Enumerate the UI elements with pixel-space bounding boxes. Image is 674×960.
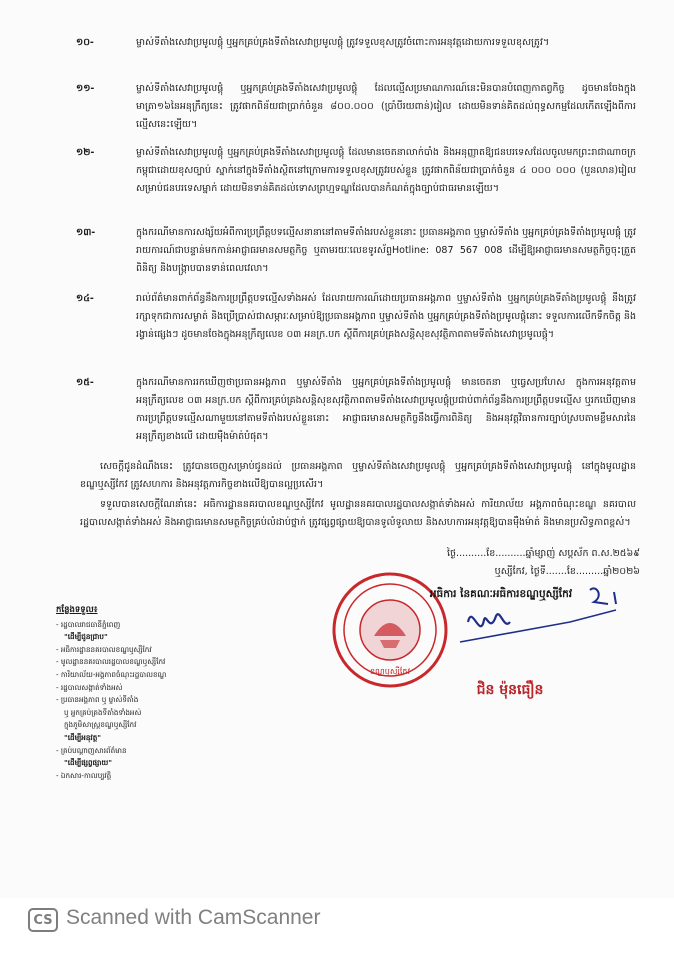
paragraph-number: ១៤- xyxy=(76,293,94,304)
closing-paragraph-1 xyxy=(80,458,636,494)
paragraph-11 xyxy=(76,80,636,134)
paragraph-number: ១២- xyxy=(76,147,95,158)
recipient-item: - មូលដ្ឋាននគរបាលរដ្ឋបាលខណ្ឌឬស្សីកែវ xyxy=(56,657,166,667)
recipients-heading: កន្លែងទទួល៖ xyxy=(56,605,98,615)
paragraph-14 xyxy=(76,290,636,344)
paragraph-text: ម្ចាស់ទីតាំងសេវាប្រមូលផ្តុំ ឬអ្នកគ្រប់គ្រងទីតាំងសេវាប្រមូលផ្តុំ ដែលមានចេតនាលាក់បាំង និងអនុញ្ញាតឱ្យជនបរទេសដែលចូលមកព្រះរាជាណាចក្រកម្ពុជាដោយខុសច្បាប់ ស្នាក់នៅក្នុងទីតាំងស្ថិតនៅក្រោមការទទួលខុសត្រូវរបស់ខ្លួន ត្រូវផាកពិន័យជាប្រាក់ចំនួន ៤ ០០០ ០០០ (បួនលាន)រៀល សម្រាប់ជនបរទេសម្នាក់ ដោយមិនទាន់គិតដល់ទោសព្រហ្មទណ្ឌដែលបានកំណត់ក្នុងច្បាប់ជាធរមានឡើយ។ xyxy=(136,147,636,194)
paragraph-number: ១៥- xyxy=(76,377,94,388)
recipient-item: - គ្រប់បណ្តាញសារព័ត៌មាន xyxy=(56,745,127,755)
camscanner-logo-icon: CS xyxy=(28,908,58,932)
paragraph-text: ក្នុងករណីមានការរកឃើញថាប្រធានអង្គភាព ឬម្ចាស់ទីតាំង ឬអ្នកគ្រប់គ្រងទីតាំងប្រមូលផ្តុំ មានចេតនា ឬធ្វេសប្រហែស ក្នុងការអនុវត្តតាមអនុក្រឹត្យលេខ ០៣ អនក្រ.បក ស្តីពីការគ្រប់គ្រងសន្តិសុខសុវត្ថិភាពតាមទីតាំងសេវាប្រមូលផ្តុំប្រជាប់ពាក់ព័ន្ធនឹងការប្រព្រឹត្តបទល្មើស ឬរកឃើញមានការប្រព្រឹត្តបទល្មើសណាមួយនៅតាមទីតាំងរបស់ខ្លួននោះ អាជ្ញាធរមានសមត្ថកិច្ចនឹងធ្វើការពិនិត្យ និងអនុវត្តវិធានការច្បាប់ស្របតាមខ្លឹមសារនៃអនុក្រឹត្យខាងលើ ដោយម៉ឺងម៉ាត់បំផុត។ xyxy=(136,377,636,442)
recipient-purpose: "ដើម្បីអនុវត្ត" xyxy=(64,732,102,742)
scanner-watermark-text: Scanned with CamScanner xyxy=(66,906,321,929)
recipients-list xyxy=(56,604,206,782)
paragraph-10 xyxy=(76,34,636,52)
paragraph-15 xyxy=(76,374,636,446)
recipient-item: - រដ្ឋបាលសង្កាត់ទាំងអស់ xyxy=(56,682,123,692)
paragraph-text: ក្នុងករណីមានការសង្ស័យអំពីការប្រព្រឹត្តបទល្មើសនានានៅតាមទីតាំងរបស់ខ្លួននោះ ប្រធានអង្គភាព ឬម្ចាស់ទីតាំង ឬអ្នកគ្រប់គ្រងទីតាំងប្រមូលផ្តុំ ត្រូវរាយការណ៍ជាបន្ទាន់មកកាន់អាជ្ញាធរមានសមត្ថកិច្ច ឬតាមរយៈលេខទូរស័ព្ទHotline: 087 567 008 ដើម្បីឱ្យអាជ្ញាធរមានសមត្ថកិច្ចចុះត្រួតពិនិត្យ និងបង្ក្រាបបានទាន់ពេលវេលា។ xyxy=(136,227,636,274)
handwritten-signature xyxy=(420,582,640,672)
paragraph-number: ១០- xyxy=(76,37,94,48)
seal-label: ខណ្ឌឬស្សីកែវ xyxy=(369,667,411,676)
paragraph-text: ម្ចាស់ទីតាំងសេវាប្រមូលផ្តុំ ឬអ្នកគ្រប់គ្រងទីតាំងសេវាប្រមូលផ្តុំ ត្រូវទទួលខុសត្រូវចំពោះការអនុវត្តដោយការទទួលខុសត្រូវ។ xyxy=(136,37,550,48)
paragraph-text: រាល់ព័ត៌មានពាក់ព័ន្ធនឹងការប្រព្រឹត្តបទល្មើសទាំងអស់ ដែលរាយការណ៍ដោយប្រធានអង្គភាព ឬម្ចាស់ទីតាំង ឬអ្នកគ្រប់គ្រងទីតាំងប្រមូលផ្តុំ នឹងត្រូវរក្សាទុកជាការសម្ងាត់ និងប្រើប្រាស់ជាសម្ភារៈសម្រាប់ឱ្យប្រធានអង្គភាព ឬម្ចាស់ទីតាំង ឬអ្នកគ្រប់គ្រងទីតាំងប្រមូលផ្តុំនោះ ទទួលការលើកទឹកចិត្ត និងរង្វាន់ផ្សេងៗ ដូចមានចែងក្នុងអនុក្រឹត្យលេខ ០៣ អនក្រ.បក ស្តីពីការគ្រប់គ្រងសន្តិសុខសុវត្ថិភាពតាមទីតាំងសេវាប្រមូលផ្តុំ។ xyxy=(136,293,636,340)
paragraph-number: ១១- xyxy=(76,83,95,94)
lunar-date: ថ្ងៃ..........ខែ..........ឆ្នាំម្សាញ់ សប្តស័ក ព.ស.២៥៦៩ xyxy=(447,548,640,559)
paragraph-number: ១៣- xyxy=(76,227,96,238)
paragraph-12 xyxy=(76,144,636,198)
recipient-item: - ប្រធានអង្គភាព ឬ ម្ចាស់ទីតាំង xyxy=(56,695,139,705)
recipient-purpose: "ដើម្បីជូនជ្រាប" xyxy=(64,632,108,642)
recipient-item: - ការិយាល័យ-អង្គភាពចំណុះរដ្ឋបាលខណ្ឌ xyxy=(56,669,167,679)
paragraph-text: ទទួលបានសេចក្តីណែនាំនេះ អធិការដ្ឋាននគរបាលខណ្ឌឬស្សីកែវ មូលដ្ឋាននគរបាលរដ្ឋបាលសង្កាត់ទាំងអស់ ការិយាល័យ អង្គភាពចំណុះខណ្ឌ នគរបាលរដ្ឋបាលសង្កាត់ទាំងអស់ និងអាជ្ញាធរមានសមត្ថកិច្ចគ្រប់លំដាប់ថ្នាក់ ត្រូវផ្សព្វផ្សាយឱ្យបានទូលំទូលាយ និងសហការអនុវត្តឱ្យបានម៉ឺងម៉ាត់ និងមានប្រសិទ្ធភាពខ្ពស់។ xyxy=(80,499,636,528)
paragraph-text: ម្ចាស់ទីតាំងសេវាប្រមូលផ្តុំ ឬអ្នកគ្រប់គ្រងទីតាំងសេវាប្រមូលផ្តុំ ដែលល្មើសប្រមាណការណ៍នេះមិនបានបំពេញកាតព្វកិច្ច ដូចមានចែងក្នុងមាត្រា១៦នៃអនុក្រឹត្យនេះ ត្រូវផាកពិន័យជាប្រាក់ចំនួន ៨០០.០០០ (ប្រាំបីរយពាន់)រៀល ដោយមិនទាន់គិតដល់ពុទ្ធសកម្មដែលកើតឡើងពីការល្មើសនេះឡើយ។ xyxy=(136,83,636,130)
recipient-purpose: "ដើម្បីផ្សព្វផ្សាយ" xyxy=(64,758,113,768)
signer-name: ជិន ម៉ុនធឿន xyxy=(476,682,544,698)
recipient-item: - អធិការដ្ឋាននគរបាលខណ្ឌឬស្សីកែវ xyxy=(56,644,152,654)
paragraph-13 xyxy=(76,224,636,278)
solar-date: ឬស្សីកែវ, ថ្ងៃទី.......ខែ.........ឆ្នាំ២០២៦ xyxy=(494,566,640,577)
recipient-item: - រដ្ឋបាលរាជធានីភ្នំពេញ xyxy=(56,619,121,629)
signer-title: អធិការ នៃគណៈអធិការខណ្ឌឬស្សីកែវ xyxy=(429,588,573,600)
recipient-item: - ឯកសារ-កាលប្បវត្តិ xyxy=(56,770,112,780)
recipient-item: ក្នុងភូមិសាស្ត្រខណ្ឌឬស្សីកែវ xyxy=(64,720,137,730)
paragraph-text: សេចក្តីជូនដំណឹងនេះ ត្រូវបានចេញសម្រាប់ជូនដល់ ប្រធានអង្គភាព ឬម្ចាស់ទីតាំងសេវាប្រមូលផ្តុំ ឬអ្នកគ្រប់គ្រងទីតាំងសេវាប្រមូលផ្តុំ នៅក្នុងមូលដ្ឋានខណ្ឌឬស្សីកែវ ត្រូវសហការ និងអនុវត្តភារកិច្ចខាងលើឱ្យបានល្អប្រសើរ។ xyxy=(80,461,636,490)
closing-paragraph-2 xyxy=(80,496,636,532)
recipient-item: ឬ អ្នកគ្រប់គ្រងទីតាំងទាំងអស់ xyxy=(64,707,142,717)
